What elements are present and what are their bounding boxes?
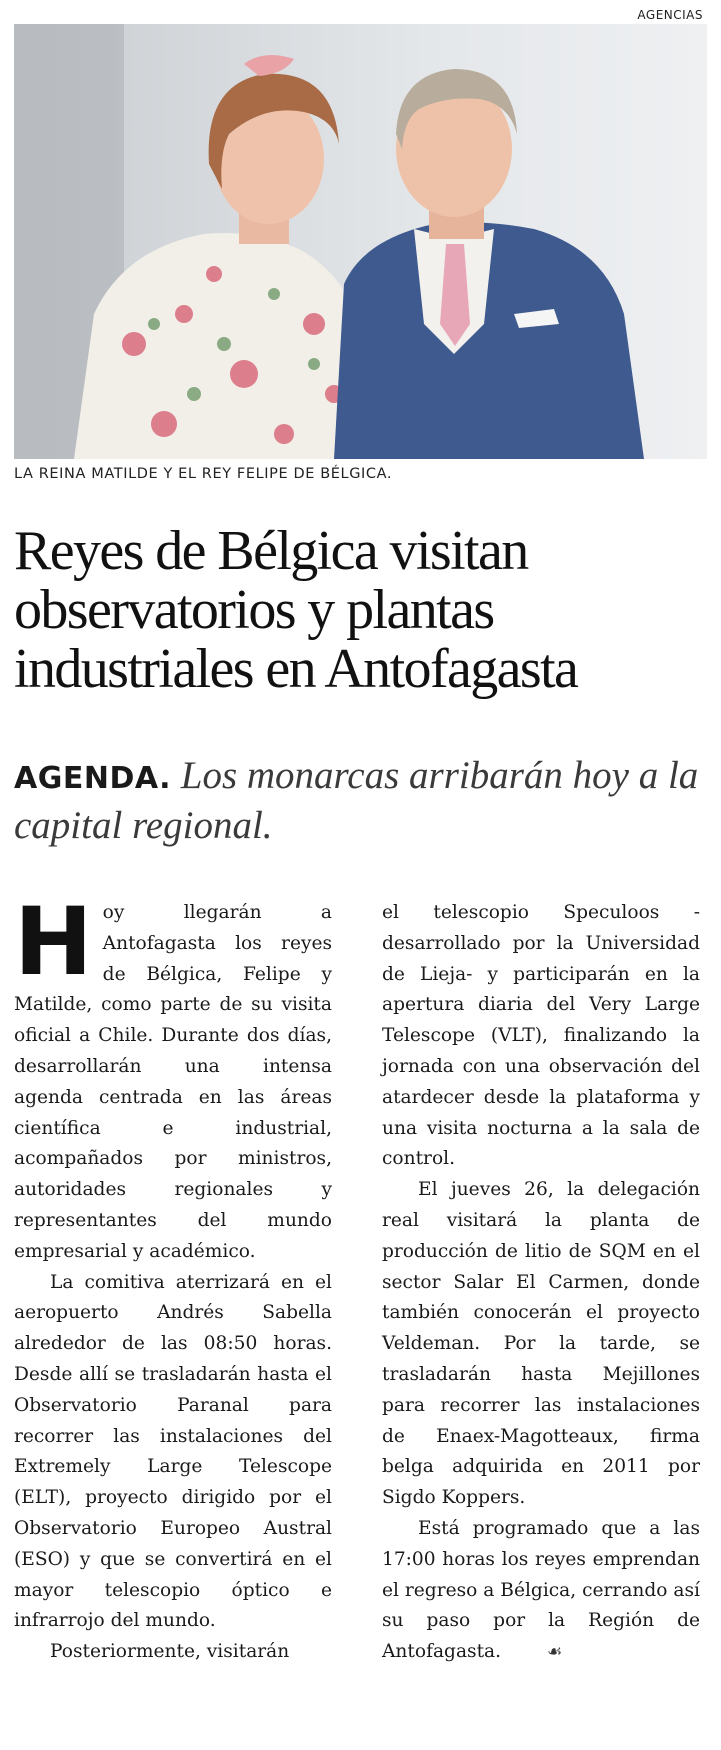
headline: Reyes de Bélgica visitan observatorios y plantas industriales en Antofagasta bbox=[14, 520, 578, 700]
article-column-2 bbox=[382, 898, 700, 1668]
lead-deck bbox=[14, 752, 714, 849]
article-paragraph: La comitiva aterrizará en el aeropuerto Andrés Sabella alrededor de las 08:50 horas. Desde allí se trasladarán hasta el Observatorio Paranal para recorrer las instalaciones del Extremely Large Telescope (ELT), proyecto dirigido por el Observatorio Europeo Austral (ESO) y que se convertirá en el mayor telescopio óptico e infrarrojo del mundo. bbox=[14, 1271, 332, 1632]
end-mark-icon: ☙ bbox=[547, 1642, 563, 1663]
article-column-1 bbox=[14, 888, 332, 1668]
section-label: AGENDA. bbox=[14, 761, 172, 796]
royal-couple-photo bbox=[14, 24, 707, 459]
article-paragraph: Posteriormente, visitarán bbox=[50, 1641, 290, 1663]
article-paragraph bbox=[382, 1514, 700, 1668]
article-paragraph bbox=[14, 888, 332, 1268]
photo-credit: AGENCIAS bbox=[637, 8, 703, 22]
article-paragraph: el telescopio Speculoos -desarrollado por la Universidad de Lieja- y participarán en la apertura diaria del Very Large Telescope (VLT), finalizando la jornada con una observación del atardecer desde la plataforma y una visita nocturna a la sala de control. bbox=[382, 902, 700, 1170]
paragraph-text: Está programado que a las 17:00 horas los reyes emprendan el regreso a Bélgica, cerrando así su paso por la Región de Antofagasta. bbox=[382, 1517, 700, 1663]
paragraph-text: oy llegarán a Antofagasta los reyes de Bélgica, Felipe y Matilde, como parte de su visita oficial a Chile. Durante dos días, desarrollarán una intensa agenda centrada en las áreas científica e industrial, acompañados por ministros, autoridades regionales y representantes del mundo empresarial y académico. bbox=[14, 902, 332, 1262]
article-paragraph: El jueves 26, la delegación real visitará la planta de producción de litio de SQM en el sector Salar El Carmen, donde también conocerán el proyecto Veldeman. Por la tarde, se trasladarán hasta Mejillones para recorrer las instalaciones de Enaex-Magotteaux, firma belga adquirida en 2011 por Sigdo Koppers. bbox=[382, 1179, 700, 1509]
photo-caption: LA REINA MATILDE Y EL REY FELIPE DE BÉLGICA. bbox=[14, 466, 393, 482]
deck-text: Los monarcas arribarán hoy a la capital regional. bbox=[14, 754, 699, 847]
dropcap: H bbox=[14, 888, 93, 997]
